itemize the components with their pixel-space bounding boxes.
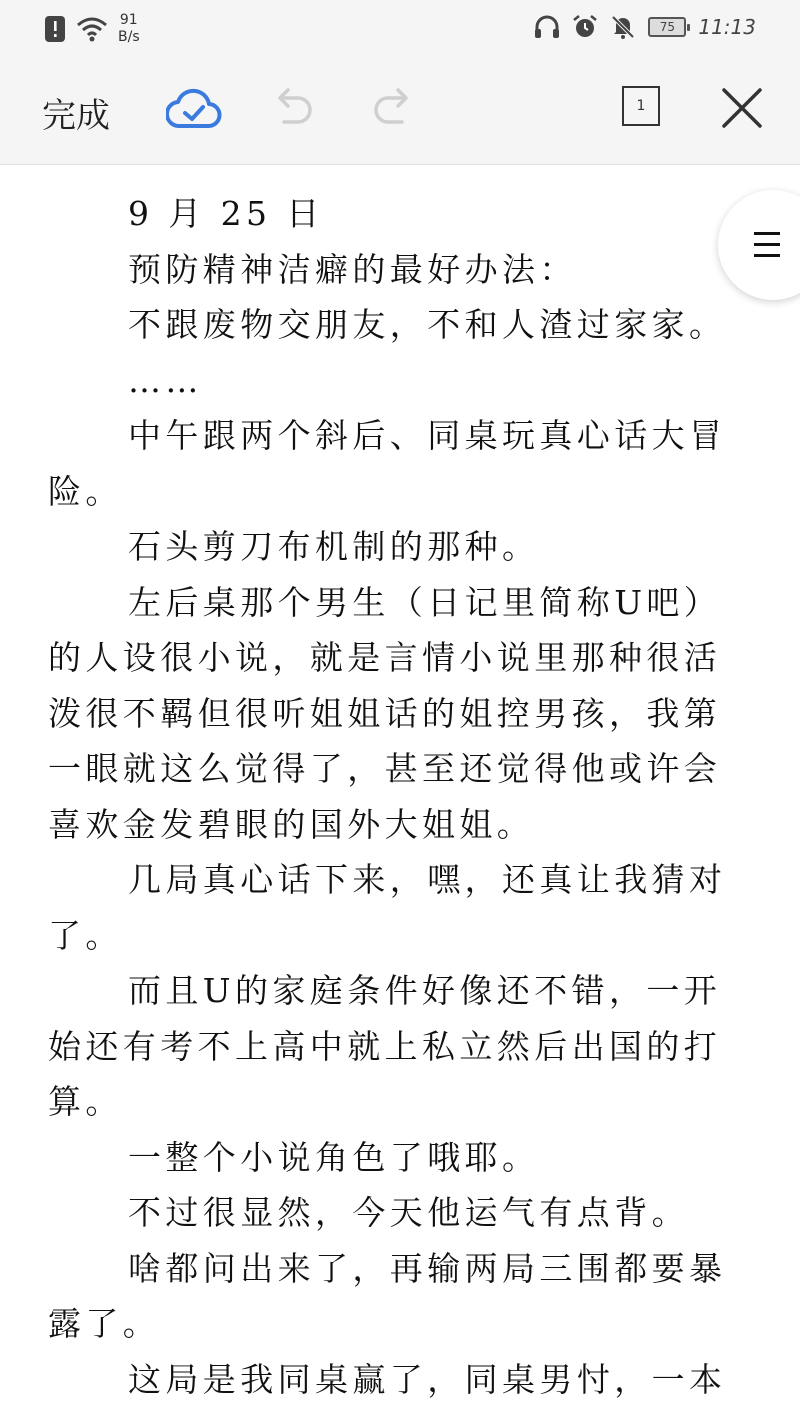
alarm-icon (572, 14, 598, 40)
paragraph: 而且U的家庭条件好像还不错，一开始还有考不上高中就上私立然后出国的打算。 (48, 963, 758, 1130)
paragraph: 不过很显然，今天他运气有点背。 (48, 1185, 758, 1241)
menu-icon (754, 232, 780, 265)
status-bar (0, 0, 800, 58)
network-speed-unit: B/s (118, 29, 140, 46)
paragraph: 这局是我同桌赢了，同桌男忖，一本 (48, 1352, 758, 1407)
editor-toolbar (0, 58, 800, 165)
pages-icon[interactable] (622, 86, 660, 126)
paragraph: 左后桌那个男生（日记里简称U吧）的人设很小说，就是言情小说里那种很活泼很不羁但很听姐姐话的姐控男孩，我第一眼就这么觉得了，甚至还觉得他或许会喜欢金发碧眼的国外大姐姐。 (48, 575, 758, 853)
paragraph: …… (48, 353, 758, 409)
clock: 11:13 (698, 15, 756, 39)
cloud-sync-icon[interactable] (166, 84, 222, 132)
paragraph: 啥都问出来了，再输两局三围都要暴露了。 (48, 1241, 758, 1352)
network-speed-value: 91 (120, 12, 138, 29)
redo-icon[interactable] (370, 84, 414, 132)
wifi-icon (76, 15, 108, 43)
paragraph: 一整个小说角色了哦耶。 (48, 1130, 758, 1186)
status-bar-right (534, 14, 756, 40)
mute-icon (610, 14, 636, 40)
document-body[interactable] (48, 186, 758, 1407)
close-icon[interactable] (720, 86, 764, 130)
page-number: 1 (637, 98, 646, 114)
notification-icon (44, 15, 66, 43)
paragraph: 不跟废物交朋友，不和人渣过家家。 (48, 297, 758, 353)
paragraph: 石头剪刀布机制的那种。 (48, 519, 758, 575)
diary-date: 9 月 25 日 (48, 186, 758, 242)
paragraph: 中午跟两个斜后、同桌玩真心话大冒险。 (48, 408, 758, 519)
battery-level: 75 (660, 20, 675, 34)
paragraph: 几局真心话下来，嘿，还真让我猜对了。 (48, 852, 758, 963)
status-bar-left (44, 12, 140, 46)
battery-icon (648, 17, 686, 37)
paragraph: 预防精神洁癖的最好办法： (48, 242, 758, 298)
headphones-icon (534, 14, 560, 40)
network-speed (118, 12, 140, 46)
undo-icon[interactable] (272, 84, 316, 132)
done-button[interactable]: 完成 (42, 88, 110, 137)
